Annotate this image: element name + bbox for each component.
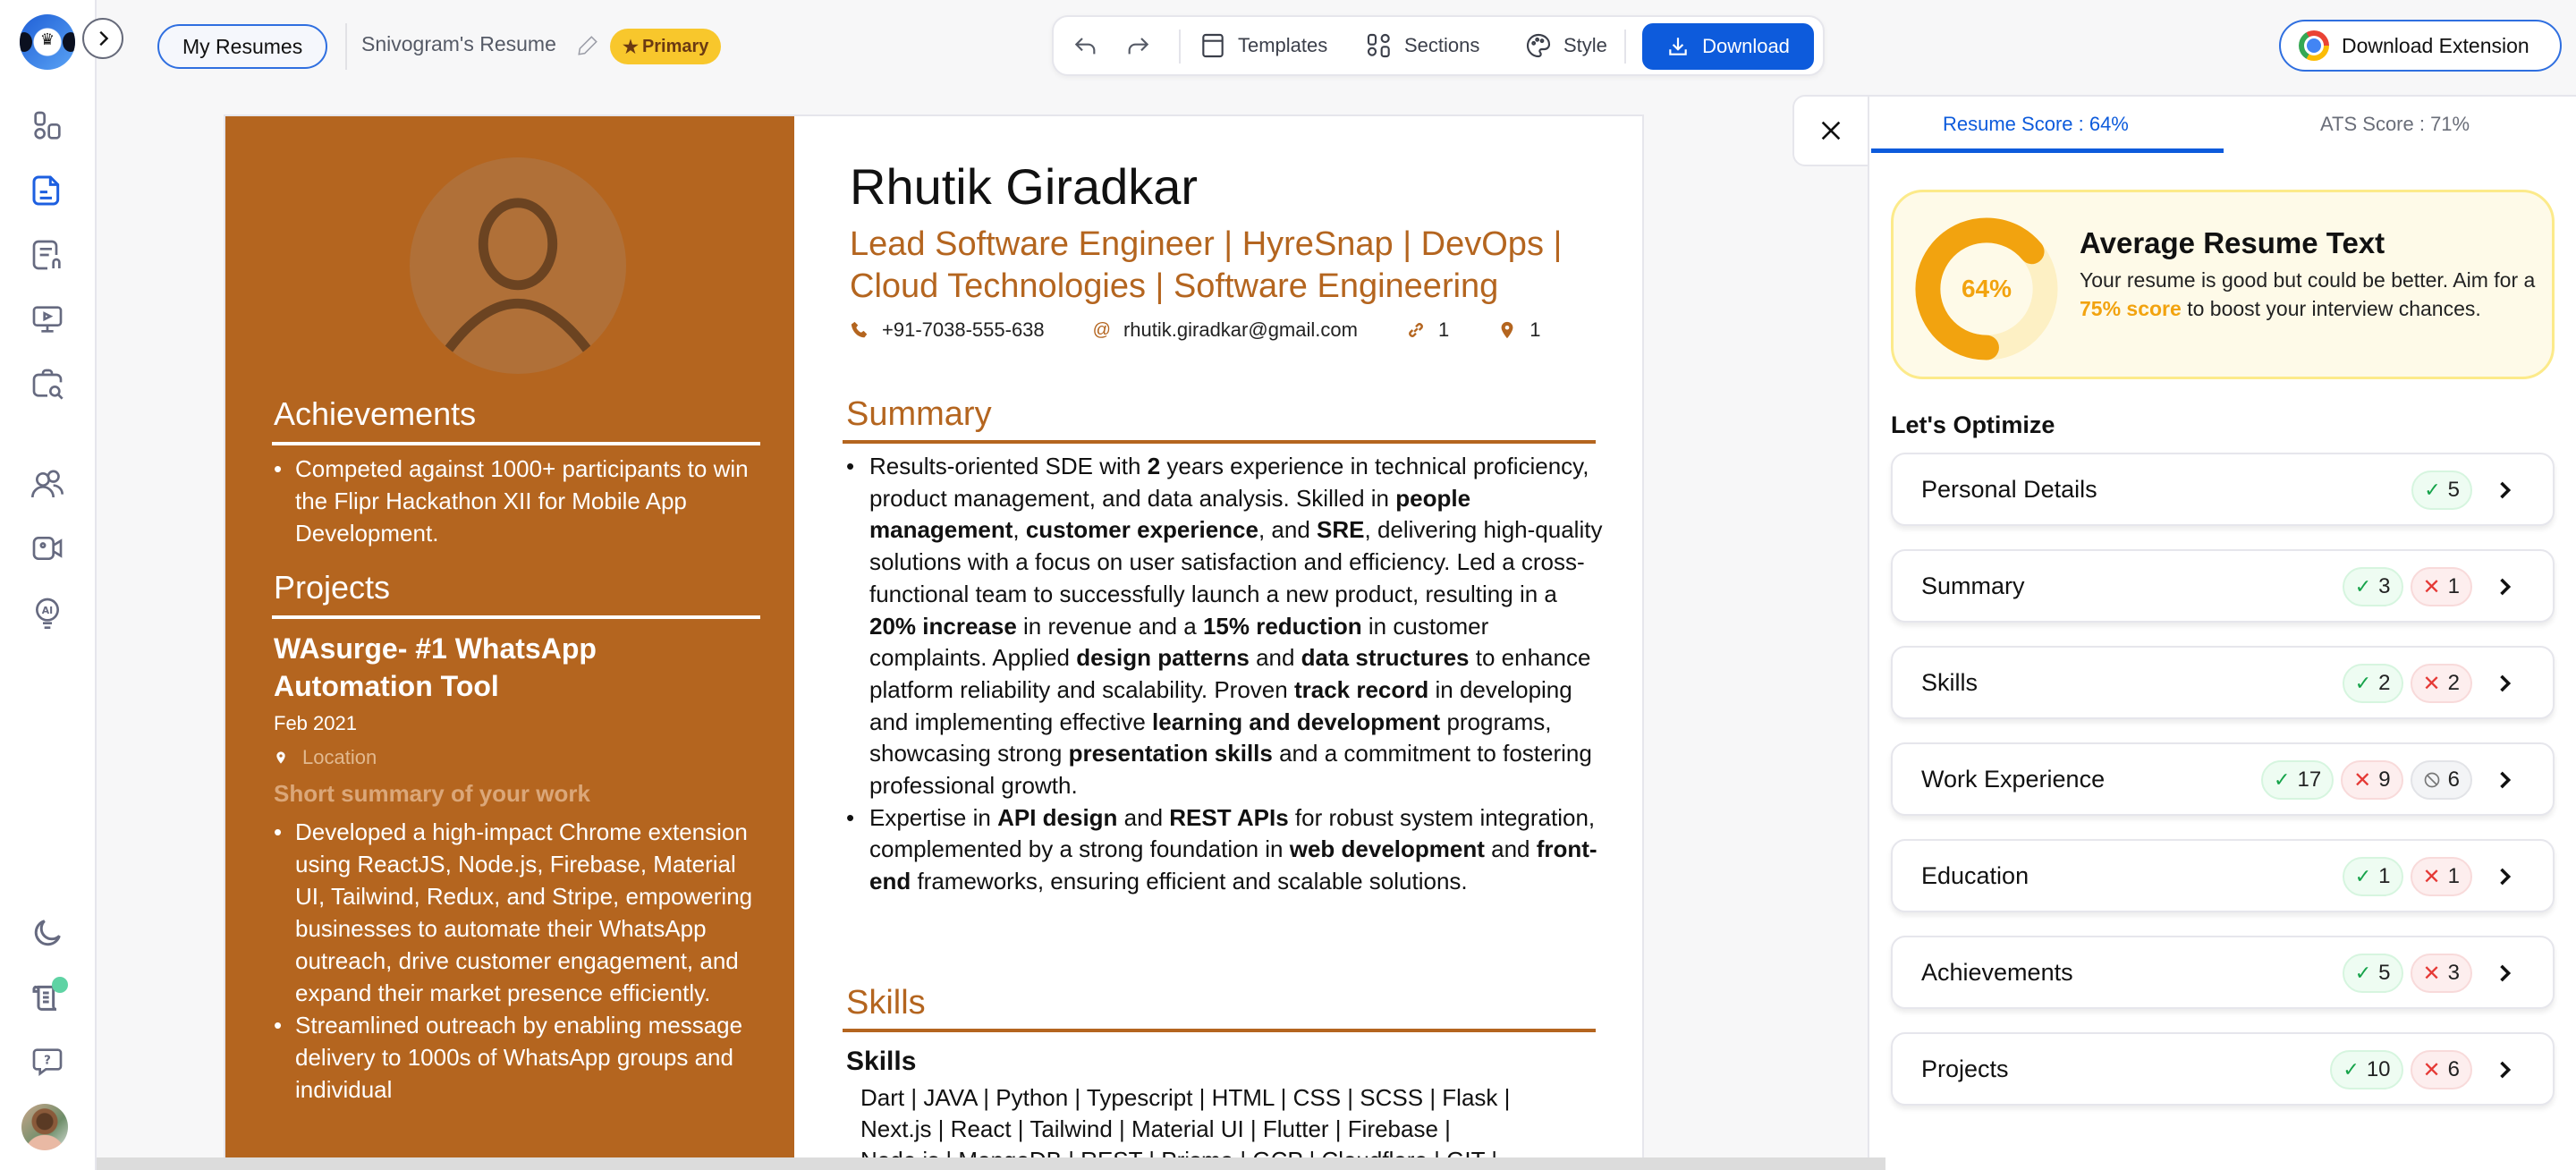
chevron-right-icon [2492,478,2517,503]
section-rule [843,1029,1596,1032]
target-score: 75% score [2080,297,2182,320]
rail-video-icon[interactable] [27,528,68,569]
check-icon: ✓ [2354,575,2372,598]
optimize-item-label: Work Experience [1921,766,2106,793]
rail-dashboard-icon[interactable] [27,106,68,147]
check-icon: ✓ [2354,962,2372,984]
skills-heading: Skills [846,984,926,1022]
active-tab-indicator [1871,148,2224,153]
check-icon: ✓ [2354,672,2372,694]
fail-count-badge: ✕ 2 [2411,664,2472,703]
user-silhouette-icon [410,157,626,374]
pass-count-badge: ✓ 3 [2343,567,2403,606]
edit-pencil-icon[interactable] [576,32,599,59]
phone-icon [850,320,869,340]
optimize-item-label: Personal Details [1921,476,2097,503]
project-bullets [274,816,757,1106]
rail-resume-icon[interactable] [27,170,68,211]
editor-toolbar [1052,15,1825,76]
check-icon: ✓ [2354,865,2372,887]
score-card-title: Average Resume Text [2080,226,2385,259]
skills-subheading: Skills [846,1047,917,1076]
moon-icon[interactable] [27,912,68,954]
tab-resume-score[interactable]: Resume Score : 64% [1943,113,2129,135]
pass-count-badge: ✓ 17 [2261,760,2334,800]
optimize-item-personal-details[interactable] [1891,453,2555,526]
resume-sidebar [225,116,794,1168]
projects-heading: Projects [274,569,391,606]
project-date: Feb 2021 [274,712,357,734]
x-icon: ✕ [2422,864,2441,889]
chevron-right-icon [2492,961,2517,986]
at-icon: @ [1092,319,1111,340]
skipped-count-badge: 6 [2411,760,2472,800]
pass-count-badge: ✓ 10 [2330,1050,2402,1089]
fail-count-badge: ✕ 3 [2411,954,2472,993]
star-icon: ★ [623,37,639,57]
project-summary-placeholder: Short summary of your work [274,780,590,807]
svg-text:?: ? [44,1054,51,1068]
chevron-right-icon [2492,671,2517,696]
fail-count-badge: ✕ 1 [2411,857,2472,896]
x-icon: ✕ [2422,671,2441,696]
score-card [1891,190,2555,379]
project-location: Location [274,746,377,769]
optimize-item-work-experience[interactable] [1891,742,2555,816]
close-panel-button[interactable] [1792,95,1868,166]
expand-sidebar-button[interactable] [82,18,123,59]
achievements-heading: Achievements [274,395,477,432]
my-resumes-button[interactable]: My Resumes [157,24,327,69]
chevron-right-icon [2492,574,2517,599]
section-rule [272,442,760,445]
sections-icon [1365,31,1394,60]
section-rule [843,440,1596,444]
link-icon [1406,320,1426,340]
undo-button[interactable] [1072,17,1100,74]
scroll-icon[interactable] [27,977,68,1018]
fail-count-badge: ✕ 1 [2411,567,2472,606]
candidate-name: Rhutik Giradkar [850,158,1199,215]
optimize-item-label: Skills [1921,669,1979,696]
help-chat-icon[interactable] [27,1041,68,1082]
close-icon [1817,116,1845,145]
contact-row [850,318,1589,342]
check-icon: ✓ [2274,768,2291,791]
summary-heading: Summary [846,395,992,433]
optimize-item-label: Projects [1921,1056,2009,1082]
achievements-list [274,453,757,549]
x-icon: ✕ [2422,574,2441,599]
optimize-heading: Let's Optimize [1891,411,2055,438]
left-rail [0,0,97,1170]
app-logo[interactable] [20,14,75,70]
project-bullet: • Developed a high-impact Chrome extension using ReactJS, Node.js, Firebase, Material UI, Tailwind, Redux, and Stripe, empowering businesses to automate their WhatsApp outreach, drive customer engagement, and expand their market presence efficiently. [274,816,757,1009]
project-title: WAsurge- #1 WhatsApp Automation Tool [274,632,597,702]
chevron-right-icon [2492,864,2517,889]
optimize-item-label: Education [1921,862,2029,889]
skills-line: Next.js | React | Tailwind | Material UI | Flutter | Firebase | [860,1115,1451,1142]
ban-icon [2423,771,2441,789]
chevron-right-icon [93,29,113,48]
check-icon: ✓ [2343,1058,2360,1081]
score-panel [1868,95,2576,1170]
redo-icon [1123,31,1152,60]
svg-text:AI: AI [41,604,54,616]
rail-ai-tools-icon[interactable] [27,592,68,633]
x-icon: ✕ [2422,961,2441,986]
horizontal-scrollbar[interactable] [97,1157,1885,1170]
chrome-icon [2299,30,2329,61]
palette-icon [1524,31,1553,60]
rail-cover-letter-icon[interactable] [27,234,68,276]
optimize-item-label: Achievements [1921,959,2073,986]
avatar[interactable] [21,1104,68,1150]
pass-count-badge: ✓ 2 [2343,664,2403,703]
location-pin-icon [1497,320,1517,340]
contact-links: 1 [1406,318,1449,342]
optimize-item-projects[interactable] [1891,1032,2555,1106]
profile-photo-placeholder[interactable] [410,157,626,374]
templates-button[interactable]: Templates [1199,17,1327,74]
rail-job-search-icon[interactable] [27,363,68,404]
pass-count-badge: ✓ 1 [2343,857,2403,896]
optimize-item-education[interactable] [1891,839,2555,912]
fail-count-badge: ✕ 9 [2341,760,2402,800]
header-divider [345,23,347,70]
skills-line: Dart | JAVA | Python | Typescript | HTML | CSS | SCSS | Flask | [860,1084,1511,1111]
score-card-text: Your resume is good but could be better. Aim for a 75% score to boost your interview chances. [2080,268,2536,320]
template-icon [1199,31,1227,60]
tab-ats-score[interactable]: ATS Score : 71% [2320,113,2470,135]
location-pin-icon [274,750,288,766]
chevron-right-icon [2492,1057,2517,1082]
summary-bullet: • Expertise in API design and REST APIs for robust system integration, complemented by a strong foundation in web development and front-end frameworks, ensuring efficient and scalable solutions. [846,802,1606,898]
candidate-title: Lead Software Engineer | HyreSnap | DevOps | Cloud Technologies | Software Engineering [850,225,1563,305]
chevron-right-icon [2492,767,2517,793]
rail-interview-icon[interactable] [27,299,68,340]
crown-icon: ♛ [39,30,55,48]
fail-count-badge: ✕ 6 [2411,1050,2472,1089]
style-button[interactable]: Style [1524,17,1607,74]
toolbar-divider [1179,30,1181,64]
x-icon: ✕ [2422,1057,2441,1082]
sections-button[interactable]: Sections [1365,17,1479,74]
summary-list [846,451,1606,898]
score-percent: 64% [1961,275,2012,302]
check-icon: ✓ [2424,479,2441,501]
contact-locations: 1 [1497,318,1540,342]
rail-network-icon[interactable] [27,463,68,504]
pass-count-badge: ✓ 5 [2343,954,2403,993]
project-bullet: • Streamlined outreach by enabling message delivery to 1000s of WhatsApp groups and individual [274,1009,757,1106]
achievement-item: • Competed against 1000+ participants to win the Flipr Hackathon XII for Mobile App Development. [274,453,757,549]
download-extension-button[interactable]: Download Extension [2279,20,2562,72]
redo-button[interactable] [1123,17,1152,74]
x-icon: ✕ [2353,767,2372,793]
pass-count-badge: ✓ 5 [2411,471,2472,510]
optimize-item-achievements[interactable] [1891,936,2555,1009]
optimize-item-skills[interactable] [1891,646,2555,719]
download-icon [1666,35,1690,58]
primary-badge: ★ Primary [610,29,721,64]
undo-icon [1072,31,1100,60]
optimize-item-label: Summary [1921,572,2025,599]
resume-preview [224,114,1644,1170]
toolbar-divider [1624,30,1626,64]
resume-name[interactable]: Snivogram's Resume [361,32,556,55]
optimize-item-summary[interactable] [1891,549,2555,623]
contact-email: @ rhutik.giradkar@gmail.com [1092,318,1358,341]
section-rule [272,615,760,619]
contact-phone: +91-7038-555-638 [850,318,1045,342]
summary-bullet: • Results-oriented SDE with 2 years experience in technical proficiency, product management, and data analysis. Skilled in people management, customer experience, and SRE, delivering high-quality solutions with a focus on user satisfaction and efficiency. Led a cross-functional team to successfully launch a new product, resulting in a 20% increase in revenue and a 15% reduction in customer complaints. Applied design patterns and data structures to enhance platform reliability and scalability. Proven track record in developing and implementing effective learning and development programs, showcasing strong presentation skills and a commitment to fostering professional growth. [846,451,1606,802]
notification-dot [52,977,68,993]
resume-main [794,116,1644,1168]
download-button[interactable]: Download [1642,23,1814,70]
